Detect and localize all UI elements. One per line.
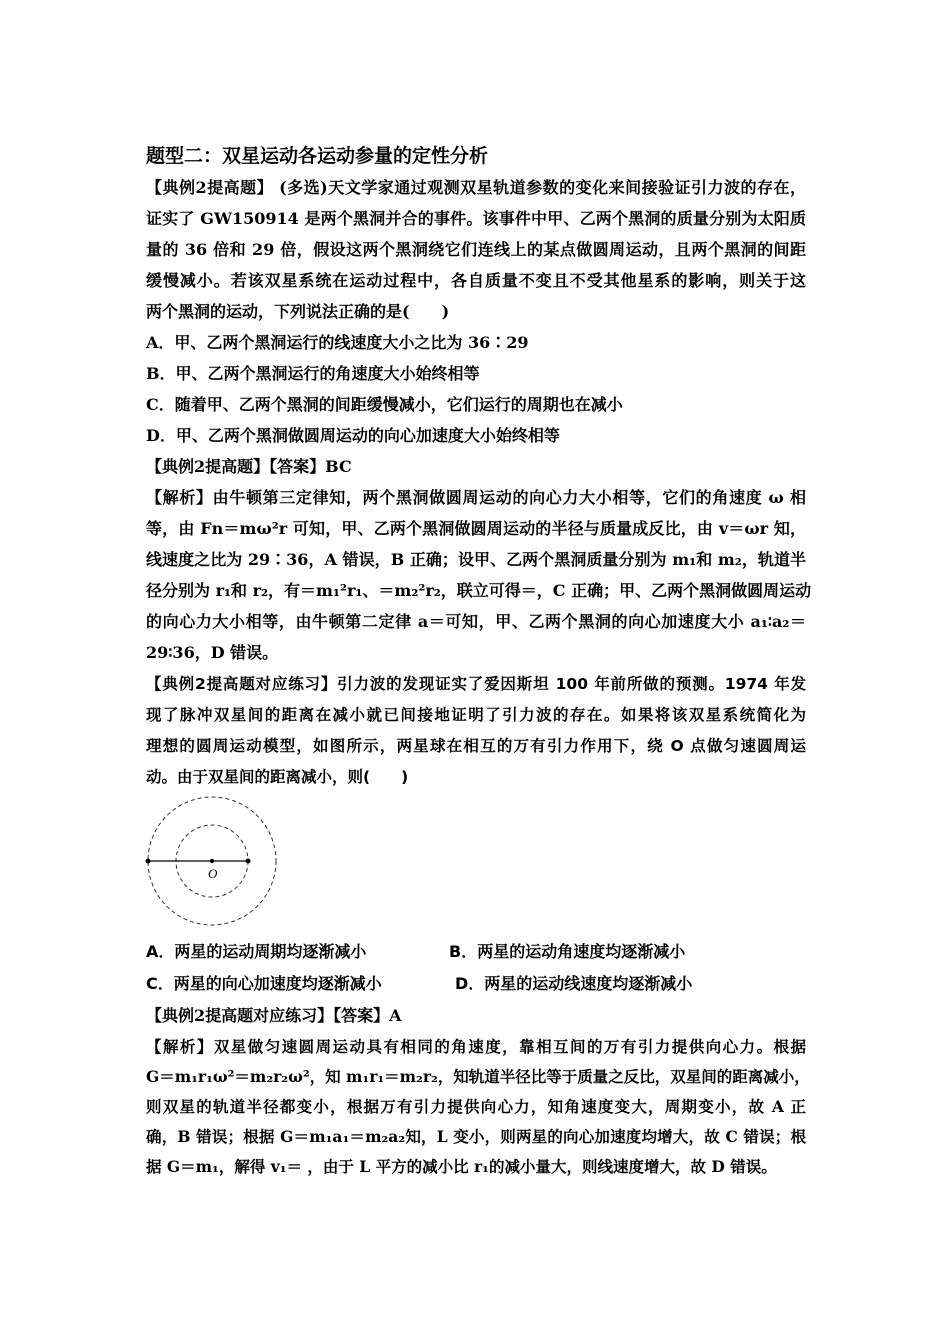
example2-answer: 【典例2提高题对应练习】【答案】A xyxy=(146,1006,402,1025)
binary-orbit-figure xyxy=(140,792,290,932)
example2-analysis-1: 【解析】双星做匀速圆周运动具有相同的角速度，靠相互间的万有引力提供向心力。根据 xyxy=(146,1037,806,1056)
example2-line-3: 理想的圆周运动模型，如图所示，两星球在相互的万有引力作用下，绕 O 点做匀速圆周运 xyxy=(146,737,806,755)
example2-line-4: 动。由于双星间的距离减小，则( ) xyxy=(146,768,409,786)
example1-analysis-1: 【解析】由牛顿第三定律知，两个黑洞做圆周运动的向心力大小相等，它们的角速度 ω 相 xyxy=(146,488,806,507)
example1-line-2: 证实了 GW150914 是两个黑洞并合的事件。该事件中甲、乙两个黑洞的质量分别为太阳质 xyxy=(146,209,806,228)
example2-analysis-5: 据 G＝m₁，解得 v₁＝ ，由于 L 平方的减小比 r₁的减小量大，则线速度增大，故 D 错误。 xyxy=(146,1157,777,1176)
example2-analysis-4: 确，B 错误；根据 G＝m₁a₁＝m₂a₂知，L 变小，则两星的向心加速度均增大，故 C 错误；根 xyxy=(146,1127,806,1146)
example2-analysis-3: 则双星的轨道半径都变小，根据万有引力提供向心力，知角速度变大，周期变小，故 A 正 xyxy=(146,1097,806,1116)
example2-analysis-2: G＝m₁r₁ω²＝m₂r₂ω²，知 m₁r₁＝m₂r₂，知轨道半径比等于质量之反比，双星间的距离减小， xyxy=(146,1067,810,1086)
example1-line-3: 量的 36 倍和 29 倍，假设这两个黑洞绕它们连线上的某点做圆周运动，且两个黑洞的间距 xyxy=(146,240,806,259)
example2-option-a: A．两星的运动周期均逐渐减小 xyxy=(146,942,367,961)
example1-analysis-3: 线速度之比为 29∶36，A 错误，B 正确；设甲、乙两个黑洞质量分别为 m₁和 m₂，轨道半 xyxy=(146,550,806,569)
example2-option-c: C．两星的向心加速度均逐渐减小 xyxy=(146,974,382,993)
example1-option-c: C．随着甲、乙两个黑洞的间距缓慢减小，它们运行的周期也在减小 xyxy=(146,395,623,414)
center-label: O xyxy=(208,866,218,881)
example1-line-1: 【典例2提高题】 (多选)天文学家通过观测双星轨道参数的变化来间接验证引力波的存在， xyxy=(146,178,806,197)
example1-option-d: D．甲、乙两个黑洞做圆周运动的向心加速度大小始终相等 xyxy=(146,426,560,445)
section-title: 题型二：双星运动各运动参量的定性分析 xyxy=(146,145,489,167)
example1-analysis-2: 等，由 Fn＝mω²r 可知，甲、乙两个黑洞做圆周运动的半径与质量成反比，由 v＝ωr 知， xyxy=(146,519,806,538)
center-point xyxy=(210,859,214,863)
example2-line-2: 现了脉冲双星间的距离在减小就已间接地证明了引力波的存在。如果将该双星系统简化为 xyxy=(146,706,806,724)
example1-analysis-6: 29∶36，D 错误。 xyxy=(146,643,279,662)
example1-option-a: A．甲、乙两个黑洞运行的线速度大小之比为 36∶29 xyxy=(146,333,529,352)
example1-analysis-5: 的向心力大小相等，由牛顿第二定律 a＝可知，甲、乙两个黑洞的向心加速度大小 a₁∶a₂＝ xyxy=(146,612,806,631)
example1-line-4: 缓慢减小。若该双星系统在运动过程中，各自质量不变且不受其他星系的影响，则关于这 xyxy=(146,271,806,290)
example1-answer: 【典例2提高题】【答案】BC xyxy=(146,457,352,476)
example1-option-b: B．甲、乙两个黑洞运行的角速度大小始终相等 xyxy=(146,364,480,383)
example2-option-d: D．两星的运动线速度均逐渐减小 xyxy=(455,974,693,993)
example2-line-1: 【典例2提高题对应练习】引力波的发现证实了爱因斯坦 100 年前所做的预测。1974 年发 xyxy=(146,675,806,693)
example2-option-b: B．两星的运动角速度均逐渐减小 xyxy=(449,942,686,961)
example1-line-5: 两个黑洞的运动，下列说法正确的是( ) xyxy=(146,302,450,321)
star-right xyxy=(246,859,251,864)
star-left xyxy=(146,859,151,864)
example1-analysis-4: 径分别为 r₁和 r₂，有＝m₁²r₁、＝m₂²r₂，联立可得＝，C 正确；甲、乙两个黑洞做圆周运动 xyxy=(146,581,812,600)
